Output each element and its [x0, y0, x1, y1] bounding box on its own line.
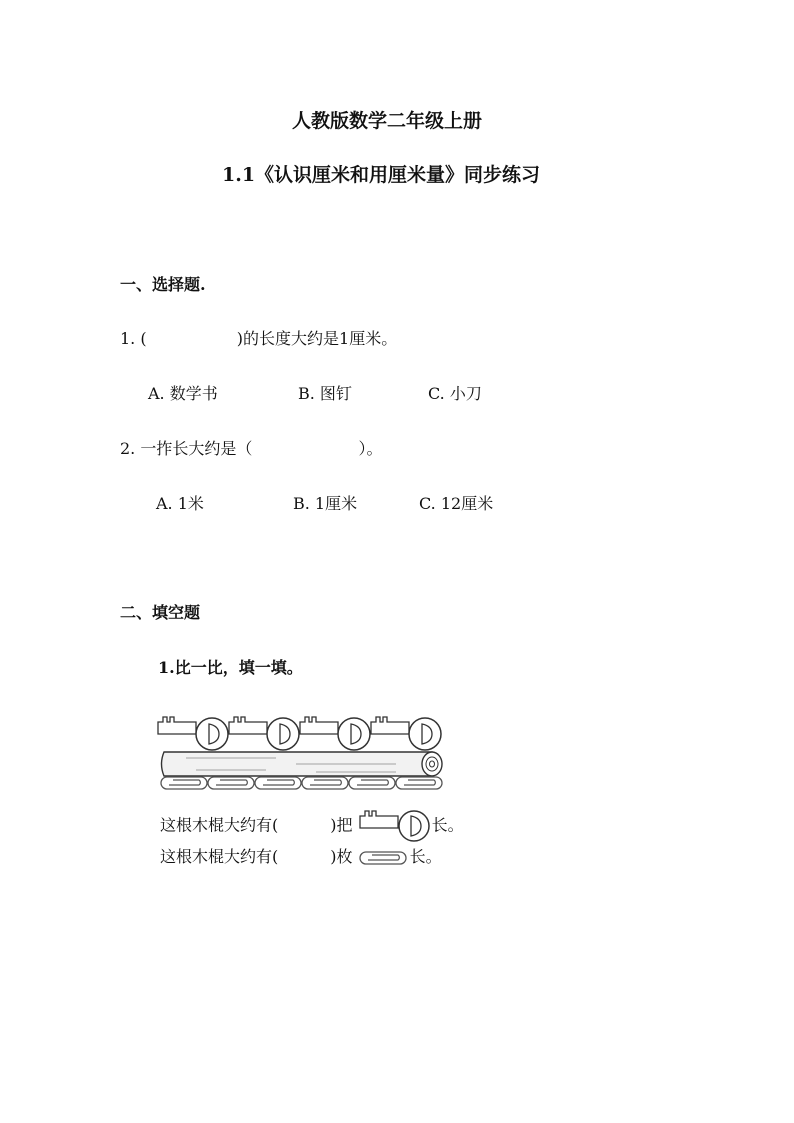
- fill-line-clips-suffix: 长。: [409, 847, 442, 866]
- fill-line-clips-mid: )枚: [330, 847, 353, 866]
- paperclip-icon: [358, 850, 410, 866]
- section-heading-fill: 二、填空题: [120, 603, 201, 622]
- q2-option-c[interactable]: C. 12厘米: [419, 494, 494, 513]
- fill-line-keys-mid: )把: [330, 815, 353, 835]
- paperclip-icon: [161, 777, 207, 789]
- q1-option-c[interactable]: C. 小刀: [428, 384, 482, 403]
- question-1: [120, 326, 397, 349]
- question-2-close: ）。: [358, 439, 383, 458]
- q2-option-a[interactable]: A. 1米: [156, 494, 204, 513]
- fill-line-keys-suffix: 长。: [431, 815, 464, 835]
- fill-line-clips-prefix: 这根木棍大约有(: [160, 847, 279, 866]
- question-1-text: )的长度大约是1厘米。: [236, 329, 398, 348]
- page-title: 人教版数学二年级上册: [292, 110, 483, 132]
- paperclip-icon: [302, 777, 348, 789]
- section-heading-choice: 一、选择题.: [120, 275, 206, 294]
- question-1-number: 1.: [120, 329, 136, 348]
- fill-line-clips: [160, 844, 442, 867]
- fill-question-1: 1.比一比，填一填。: [158, 658, 303, 677]
- key-icon: [158, 717, 228, 750]
- key-icon: [358, 808, 432, 844]
- question-1-open-paren: (: [140, 329, 147, 348]
- paperclip-icon: [208, 777, 254, 789]
- paperclip-icon: [396, 777, 442, 789]
- fill-line-keys: [160, 808, 464, 844]
- fill-line-keys-prefix: 这根木棍大约有(: [160, 815, 279, 835]
- page-subtitle: 1.1《认识厘米和用厘米量》同步练习: [222, 164, 541, 186]
- paperclip-icon: [255, 777, 301, 789]
- comparison-figure: [156, 714, 456, 794]
- question-2: [120, 436, 383, 459]
- q2-option-b[interactable]: B. 1厘米: [293, 494, 358, 513]
- question-2-text: 2. 一拃长大约是（: [120, 439, 253, 458]
- q1-option-b[interactable]: B. 图钉: [298, 384, 352, 403]
- paperclip-icon: [349, 777, 395, 789]
- q1-option-a[interactable]: A. 数学书: [148, 384, 218, 403]
- key-icon: [371, 717, 441, 750]
- key-icon: [229, 717, 299, 750]
- log-icon: [162, 752, 443, 776]
- key-icon: [300, 717, 370, 750]
